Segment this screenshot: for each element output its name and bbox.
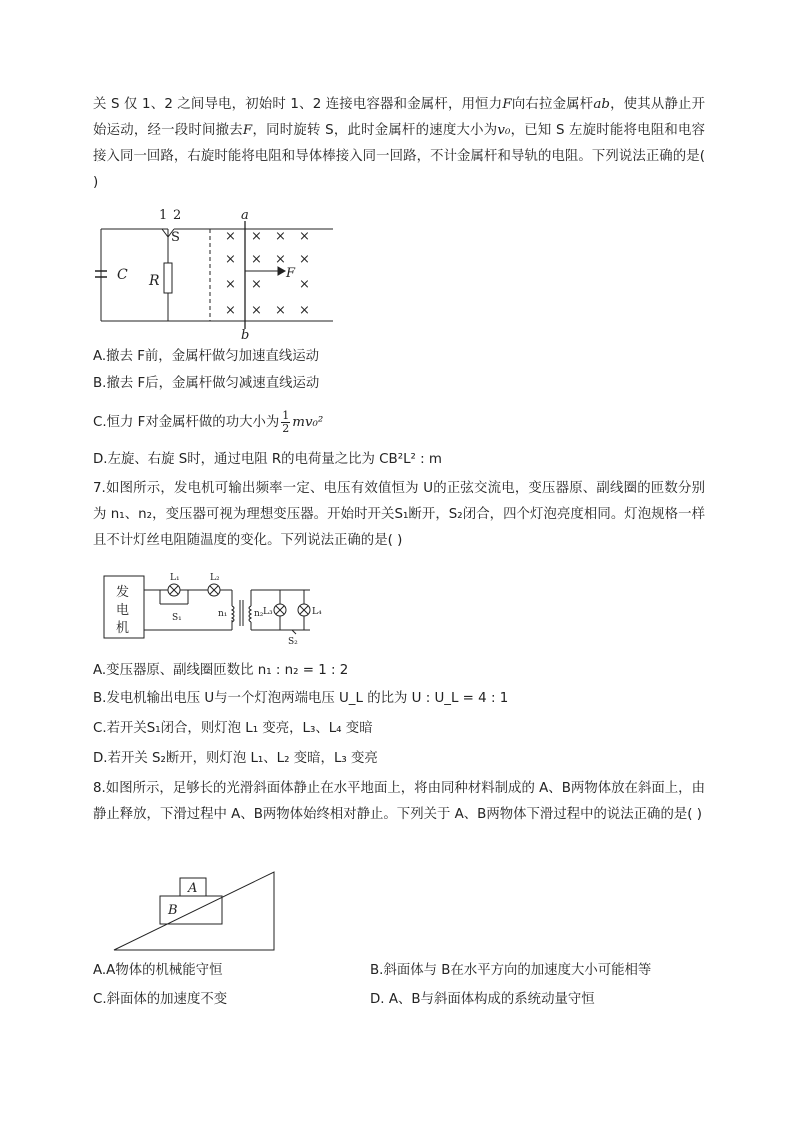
q7-label-n1: n₁: [218, 609, 228, 619]
q6-stem-ab: ab: [593, 97, 610, 112]
q7-generator-char3: 机: [116, 621, 130, 636]
q6-label-F: F: [286, 266, 296, 281]
cross: ×: [251, 303, 262, 318]
cross: ×: [275, 229, 286, 244]
q6-stem-v0: v₀: [497, 123, 511, 138]
q6-label-S: S: [171, 230, 180, 245]
q6-stem-part5: ，已知 S 左旋时能将电阻和电容接入同一回路，右旋时能将电阻和导体棒接入同一回路，不计金属杆和导轨的电阻。下列说法正确的是( ): [93, 123, 705, 190]
q6-option-C-fraction: [281, 410, 290, 435]
q7-generator-char2: 电: [116, 603, 130, 618]
q6-stem-part4: ，同时旋转 S，此时金属杆的速度大小为: [252, 123, 498, 138]
q7-option-C: C.若开关S₁闭合，则灯泡 L₁ 变亮，L₃、L₄ 变暗: [93, 721, 373, 736]
q6-stem: [93, 92, 705, 196]
q6-stem-part1: 关 S 仅 1、2 之间导电，初始时 1、2 连接电容器和金属杆，用恒力: [93, 97, 503, 112]
q8-option-D: D. A、B与斜面体构成的系统动量守恒: [370, 992, 595, 1007]
q8-option-A: A.A物体的机械能守恒: [93, 963, 223, 978]
q7-label-S1: S₁: [172, 613, 182, 623]
cross: ×: [225, 277, 236, 292]
q7-label-L4: L₄: [312, 607, 322, 617]
cross: ×: [299, 229, 310, 244]
q7-transformer-figure: [100, 568, 330, 648]
cross: ×: [275, 303, 286, 318]
q6-option-C-expr: mv₀²: [292, 415, 324, 430]
q6-option-A: A.撤去 F前，金属杆做匀加速直线运动: [93, 349, 319, 364]
q7-option-B: B.发电机输出电压 U与一个灯泡两端电压 U_L 的比为 U : U_L = 4 : 1: [93, 691, 509, 706]
q8-option-C: C.斜面体的加速度不变: [93, 992, 228, 1007]
q8-label-B: B: [168, 903, 178, 918]
q7-generator-char1: 发: [116, 585, 130, 600]
q8-stem: 8.如图所示，足够长的光滑斜面体静止在水平地面上，将由同种材料制成的 A、B两物体放在斜面上，由静止释放，下滑过程中 A、B两物体始终相对静止。下列关于 A、B两物体下滑过程中的说法正确的是( ): [93, 781, 705, 822]
q6-label-C: C: [117, 267, 128, 283]
cross: ×: [251, 277, 262, 292]
q6-circuit-figure: [93, 205, 353, 343]
q7-label-n2: n₂: [254, 609, 264, 619]
q6-stem-part3: ，使其从静止开始运动，经一段时间撤去: [93, 97, 706, 138]
cross: ×: [225, 303, 236, 318]
frac-num: 1: [282, 408, 290, 422]
q6-label-2: 2: [173, 208, 182, 223]
q7-label-L2: L₂: [210, 573, 220, 583]
cross: ×: [225, 252, 236, 267]
q6-label-a: a: [241, 208, 249, 223]
q7-label-S2: S₂: [288, 637, 298, 647]
q7-option-A: A.变压器原、副线圈匝数比 n₁ : n₂ = 1 : 2: [93, 663, 349, 678]
frac-den: 2: [282, 421, 290, 435]
q6-stem-part2: 向右拉金属杆: [511, 97, 594, 112]
cross: ×: [275, 252, 286, 267]
q6-option-C: [93, 408, 323, 438]
cross: ×: [299, 303, 310, 318]
q7-label-L1: L₁: [170, 573, 180, 583]
q7-option-D: D.若开关 S₂断开，则灯泡 L₁、L₂ 变暗，L₃ 变亮: [93, 751, 378, 766]
q6-stem-F: F: [502, 97, 512, 112]
cross: ×: [299, 277, 310, 292]
q6-stem-F2: F: [242, 123, 253, 138]
q6-option-B: B.撤去 F后，金属杆做匀减速直线运动: [93, 376, 320, 391]
q6-label-1: 1: [159, 208, 168, 223]
q6-option-D: D.左旋、右旋 S时，通过电阻 R的电荷量之比为 CB²L² : m: [93, 452, 442, 467]
q8-incline-figure: [110, 868, 280, 954]
q8-label-A: A: [188, 881, 198, 896]
q6-label-b: b: [241, 328, 250, 343]
q6-option-C-text: C.恒力 F对金属杆做的功大小为: [93, 415, 280, 430]
cross: ×: [225, 229, 236, 244]
cross: ×: [251, 229, 262, 244]
q7-label-L3: L₃: [263, 607, 273, 617]
cross: ×: [251, 252, 262, 267]
cross: ×: [299, 252, 310, 267]
q6-label-R: R: [149, 273, 160, 289]
q7-stem: 7.如图所示，发电机可输出频率一定、电压有效值恒为 U的正弦交流电，变压器原、副线圈的匝数分别为 n₁、n₂，变压器可视为理想变压器。开始时开关S₁断开，S₂闭合，四个灯泡亮度相同。灯泡规格一样且不计灯丝电阻随温度的变化。下列说法正确的是( ): [93, 481, 705, 548]
q6-field-crosses: [225, 229, 310, 318]
q8-option-B: B.斜面体与 B在水平方向的加速度大小可能相等: [370, 963, 652, 978]
